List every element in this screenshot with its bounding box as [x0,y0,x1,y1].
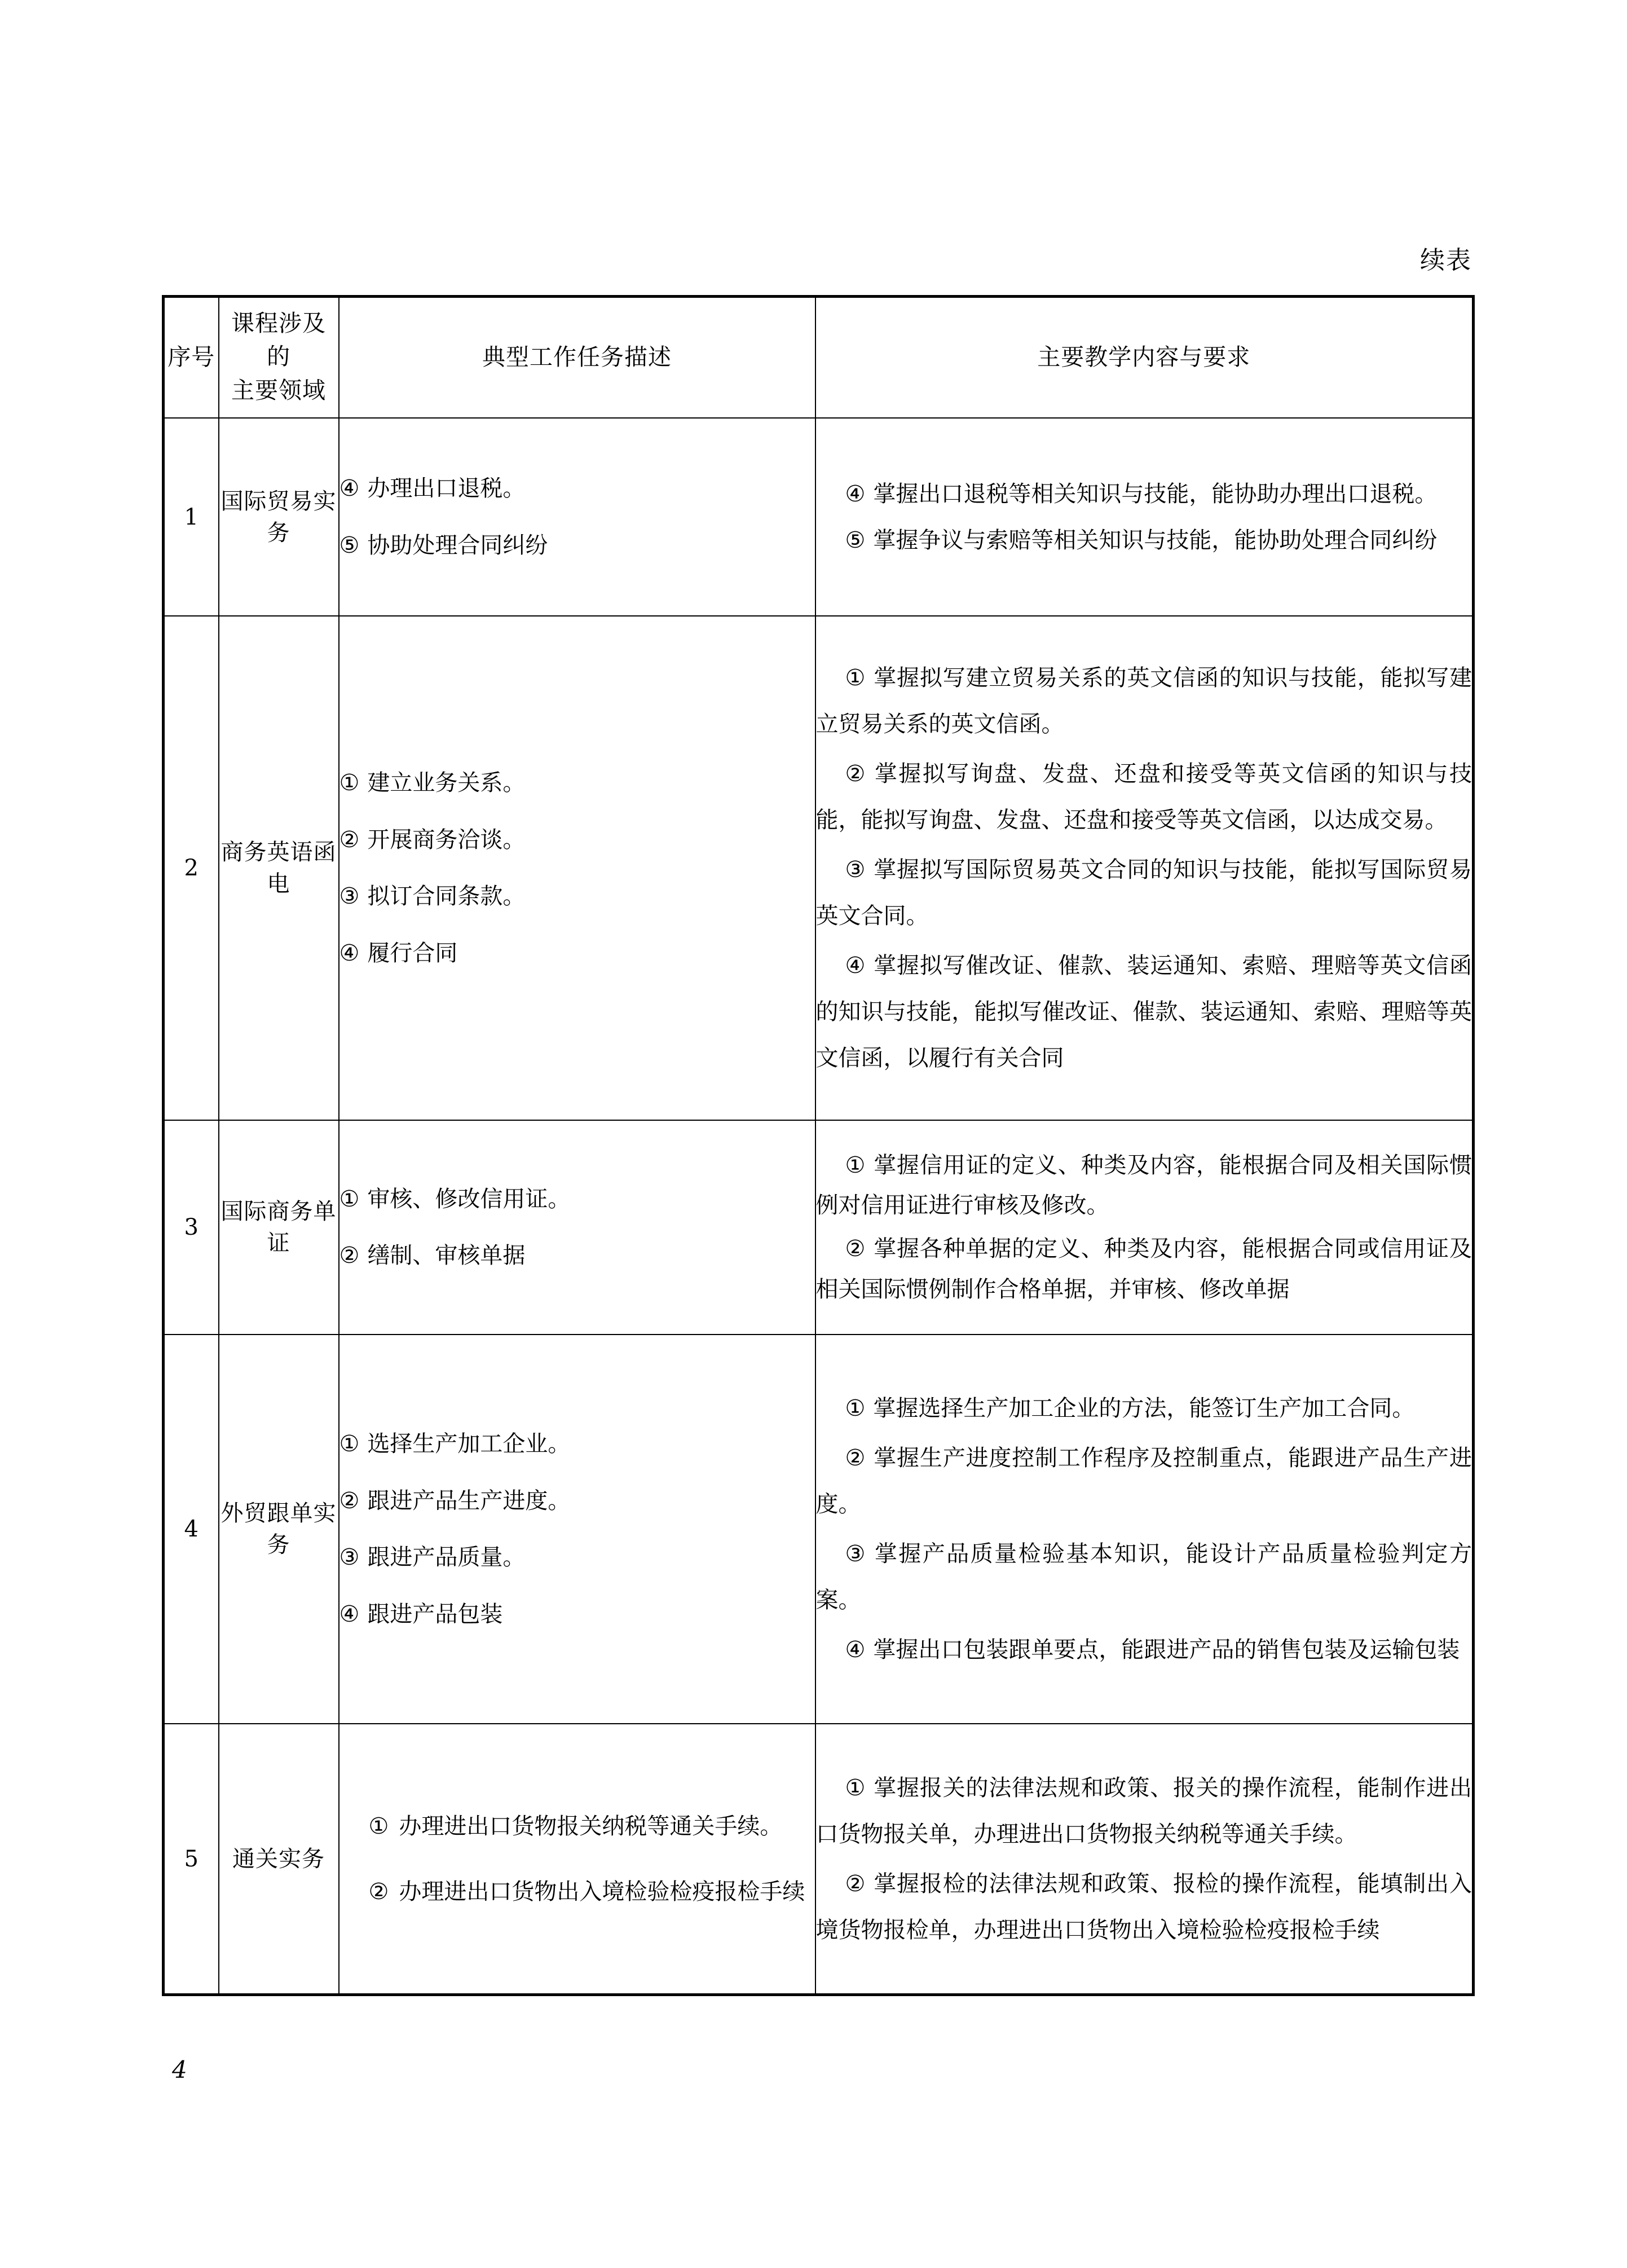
task-text: 拟订合同条款。 [367,883,526,910]
task-marker: ④ [339,940,360,967]
course-table-container [162,295,1472,1996]
requirement-marker: ② [845,1870,866,1897]
task-marker: ① [339,1186,360,1212]
requirement-text: 掌握生产进度控制工作程序及控制重点，能跟进产品生产进度。 [815,1445,1472,1518]
requirement-marker: ④ [845,481,866,507]
row-requirements [815,1724,1474,1994]
requirement-marker: ① [845,665,866,692]
task-item [339,1870,815,1913]
requirement-text: 掌握报关的法律法规和政策、报关的操作流程，能制作进出口货物报关单，办理进出口货物报关纳税等通关手续。 [815,1774,1472,1847]
requirement-text: 掌握信用证的定义、种类及内容，能根据合同及相关国际惯例对信用证进行审核及修改。 [815,1152,1472,1219]
task-text: 办理进出口货物报关纳税等通关手续。 [399,1813,783,1839]
task-marker: ① [339,769,360,796]
row-tasks [339,1120,815,1335]
requirement-item [816,1385,1472,1432]
task-item [339,1427,815,1461]
requirement-marker: ④ [845,1637,866,1663]
requirement-text: 掌握拟写国际贸易英文合同的知识与技能，能拟写国际贸易英文合同。 [815,857,1472,930]
requirement-marker: ⑤ [845,527,866,553]
table-header [164,297,1474,419]
task-marker: ⑤ [339,532,360,558]
requirement-marker: ② [845,761,867,787]
header-cell-task: 典型工作任务描述 [339,297,815,419]
header-cell-no: 序号 [164,297,219,419]
row-requirements [815,1120,1474,1335]
header-cell-requirements: 主要教学内容与要求 [815,297,1474,419]
task-item [339,936,815,971]
header-field-line1: 课程涉及的 [231,310,326,371]
requirement-text: 掌握报检的法律法规和政策、报检的操作流程，能填制出入境货物报检单，办理进出口货物出入境检验检疫报检手续 [815,1870,1472,1943]
task-item [339,529,815,563]
task-text: 建立业务关系。 [367,769,526,796]
requirement-text: 掌握拟写建立贸易关系的英文信函的知识与技能，能拟写建立贸易关系的英文信函。 [815,665,1472,738]
task-marker: ① [339,1430,360,1457]
requirement-text: 掌握产品质量检验基本知识，能设计产品质量检验判定方案。 [815,1541,1472,1614]
requirement-text: 掌握拟写催改证、催款、装运通知、索赔、理赔等英文信函的知识与技能，能拟写催改证、催款、装运通知、索赔、理赔等英文信函，以履行有关合同 [815,953,1472,1072]
requirement-text: 掌握争议与索赔等相关知识与技能，能协助处理合同纠纷 [873,527,1438,553]
requirement-item [816,1861,1472,1953]
requirement-marker: ③ [845,857,866,883]
header-field-line2: 主要领域 [231,376,326,404]
row-requirements [815,418,1474,616]
requirement-item [816,847,1472,939]
requirement-text: 掌握拟写询盘、发盘、还盘和接受等英文信函的知识与技能，能拟写询盘、发盘、还盘和接受等英文信函，以达成交易。 [815,761,1472,834]
table-row [164,1724,1474,1994]
task-text: 办理进出口货物出入境检验检疫报检手续 [399,1878,805,1905]
table-row [164,418,1474,616]
row-field: 国际商务单证 [219,1120,339,1335]
requirement-marker: ① [845,1774,866,1801]
requirement-marker: ④ [845,953,866,979]
task-item [339,472,815,506]
row-requirements [815,1335,1474,1724]
table-row [164,1335,1474,1724]
task-item [339,1540,815,1575]
task-text: 履行合同 [367,940,458,967]
task-item [339,1597,815,1632]
task-item [339,823,815,857]
task-text: 跟进产品质量。 [367,1544,526,1571]
requirement-item [816,1531,1472,1623]
requirement-item [816,943,1472,1081]
requirement-marker: ② [845,1236,866,1262]
row-no: 1 [164,418,219,616]
task-text: 跟进产品生产进度。 [367,1487,571,1514]
row-tasks [339,616,815,1120]
table-body [164,418,1474,1994]
task-item [339,1182,815,1217]
task-marker: ③ [339,883,360,910]
task-text: 开展商务洽谈。 [367,826,526,853]
requirement-item [816,519,1472,562]
row-field: 国际贸易实务 [219,418,339,616]
requirement-item [816,751,1472,843]
task-text: 选择生产加工企业。 [367,1430,571,1457]
task-text: 缮制、审核单据 [367,1243,526,1269]
requirement-marker: ② [845,1445,866,1472]
requirement-marker: ① [845,1395,866,1422]
requirement-marker: ③ [845,1541,867,1567]
row-no: 5 [164,1724,219,1994]
row-field: 外贸跟单实务 [219,1335,339,1724]
continuation-table-label: 续表 [1420,246,1472,275]
task-item [339,766,815,800]
requirement-item [816,1627,1472,1673]
task-marker: ④ [339,475,360,502]
table-header-row [164,297,1474,419]
row-tasks [339,418,815,616]
row-requirements [815,616,1474,1120]
task-item [339,1805,815,1848]
row-no: 4 [164,1335,219,1724]
requirement-text: 掌握选择生产加工企业的方法，能签订生产加工合同。 [873,1395,1415,1422]
task-text: 跟进产品包装 [367,1601,503,1628]
task-text: 审核、修改信用证。 [367,1186,571,1212]
table-row [164,616,1474,1120]
task-item [339,879,815,914]
requirement-item [816,655,1472,747]
task-marker: ① [368,1813,389,1839]
course-curriculum-table [162,295,1475,1996]
requirement-item [816,473,1472,516]
row-field: 商务英语函电 [219,616,339,1120]
row-no: 2 [164,616,219,1120]
requirement-item [816,1765,1472,1857]
requirement-text: 掌握各种单据的定义、种类及内容，能根据合同或信用证及相关国际惯例制作合格单据，并审核、修改单据 [815,1236,1472,1302]
task-marker: ② [339,1487,360,1514]
page-number: 4 [172,2056,187,2084]
requirement-text: 掌握出口包装跟单要点，能跟进产品的销售包装及运输包装 [873,1637,1460,1663]
task-marker: ② [339,1243,360,1269]
requirement-text: 掌握出口退税等相关知识与技能，能协助办理出口退税。 [873,481,1438,507]
row-no: 3 [164,1120,219,1335]
row-tasks [339,1724,815,1994]
header-cell-field [219,297,339,419]
requirement-item [816,1229,1472,1309]
requirement-item [816,1146,1472,1226]
task-text: 办理出口退税。 [367,475,526,502]
task-item [339,1484,815,1518]
task-marker: ④ [339,1601,360,1628]
row-tasks [339,1335,815,1724]
table-row [164,1120,1474,1335]
task-marker: ② [339,826,360,853]
task-marker: ② [368,1878,389,1905]
requirement-marker: ① [845,1152,866,1178]
task-marker: ③ [339,1544,360,1571]
task-text: 协助处理合同纠纷 [367,532,548,558]
row-field: 通关实务 [219,1724,339,1994]
requirement-item [816,1435,1472,1527]
task-item [339,1239,815,1273]
